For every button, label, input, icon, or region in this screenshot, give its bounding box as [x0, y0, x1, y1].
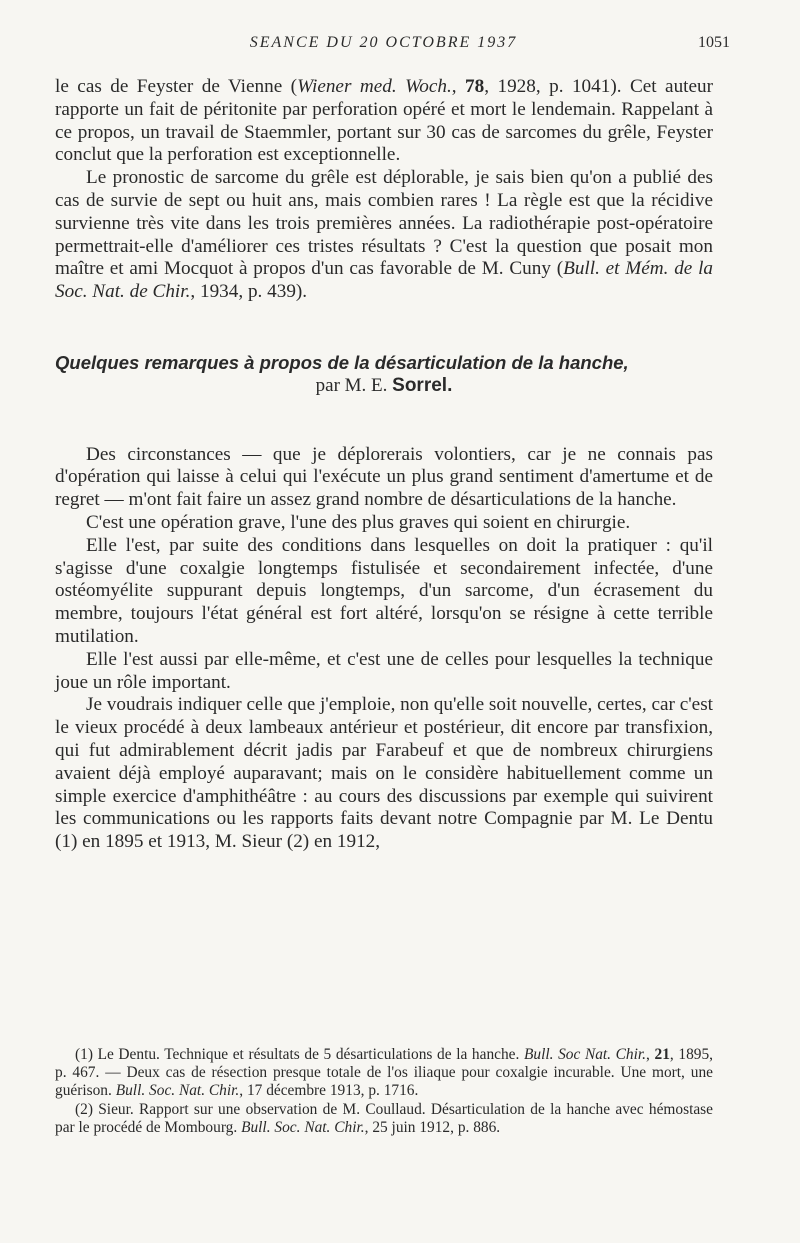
journal-title: Bull. et Mém. de la Soc. Nat. de Chir.	[55, 258, 714, 303]
article-paragraph: Des circonstances — que je déplorerais volontiers, car je ne connais pas d'opération qui laisse à celui qui l'exécute un plus grand sentiment d'amertume et de regret — m'ont fait faire un assez grand nombre de désarticulations de la hanche.	[55, 443, 713, 511]
running-header	[55, 34, 730, 58]
page-number: 1051	[698, 34, 730, 51]
footnote-1	[55, 1046, 713, 1101]
article-paragraph: Elle l'est aussi par elle-même, et c'est une de celles pour lesquelles la technique joue un rôle important.	[55, 648, 713, 693]
byline-prefix: par M. E.	[315, 374, 388, 396]
previous-article-paragraph	[55, 76, 713, 167]
footnote-2	[55, 1101, 713, 1137]
text-run: , 17 décembre 1913, p. 1716.	[239, 1082, 419, 1100]
article-paragraph: Je voudrais indiquer celle que j'emploie, non qu'elle soit nouvelle, certes, car c'est le vieux procédé à deux lambeaux antérieur et postérieur, dit encore par transfixion, qui fut admirablement décrit jadis par Farabeuf et que de nombreux chirurgiens avaient déjà employé auparavant; mais on le considère habituellement comme un simple exercice d'amphithéâtre : au cours des discussions par exemple qui suivirent les communications ou les rapports faits devant notre Compagnie par M. Le Dentu (1) en 1895 et 1913, M. Sieur (2) en 1912,	[55, 694, 713, 853]
journal-title: Bull. Soc Nat. Chir.	[523, 1046, 647, 1063]
running-title: SEANCE DU 20 OCTOBRE 1937	[249, 34, 518, 51]
article-paragraph: Elle l'est, par suite des conditions dans lesquelles on doit la pratiquer : qu'il s'agisse d'une coxalgie longtemps fistulisée et secondairement infectée, d'une ostéomyélite suppurant depuis longtemps, d'un sarcome, d'un écrasement du membre, toujours l'état général est fort altéré, lorsqu'on se résigne à cette terrible mutilation.	[55, 534, 713, 647]
text-run: ,	[451, 76, 466, 97]
volume-number: 78	[465, 76, 485, 97]
footnotes	[55, 1046, 713, 1137]
text-run: , 1928, p. 1041). Cet auteur rapporte un fait de péritonite par perforation opéré et mort le lendemain. Rappelant à ce propos, un travail de Staemmler, portant sur 30 cas de sarcomes du grêle, Feyster conclut que la perforation est exceptionnelle.	[55, 76, 713, 166]
text-run: (2) Sieur. Rapport sur une observation de M. Coullaud. Désarticulation de la hanche avec hémostase par le procédé de Mombourg.	[55, 1100, 713, 1136]
text-run: , 25 juin 1912, p. 886.	[364, 1118, 501, 1136]
journal-title: Bull. Soc. Nat. Chir.	[115, 1082, 240, 1100]
author-name: Sorrel.	[392, 374, 453, 396]
article-byline	[55, 375, 713, 398]
page-body	[55, 76, 713, 854]
article-title: Quelques remarques à propos de la désarticulation de la hanche,	[55, 351, 629, 373]
text-run: le cas de Feyster de Vienne (	[55, 76, 298, 97]
journal-title: Bull. Soc. Nat. Chir.	[241, 1118, 365, 1136]
volume-number: 21	[654, 1046, 670, 1063]
text-run: Le pronostic de sarcome du grêle est déplorable, je sais bien qu'on a publié des cas de survie de sept ou huit ans, mais combien rares ! La règle est que la récidive survienne très vite dans les trois premières années. La radiothérapie post-opératoire permettrait-elle d'améliorer ces tristes résultats ? C'est la question que posait mon maître et ami Mocquot à propos d'un cas favorable de M. Cuny (	[55, 167, 713, 280]
text-run: (1) Le Dentu. Technique et résultats de 5 désarticulations de la hanche.	[75, 1046, 524, 1063]
previous-article-paragraph	[55, 167, 713, 304]
text-run: ,	[646, 1046, 655, 1063]
article-paragraph: C'est une opération grave, l'une des plus graves qui soient en chirurgie.	[86, 511, 631, 533]
text-run: , 1934, p. 439).	[190, 281, 308, 303]
text-run: , 1895, p. 467. — Deux cas de résection presque totale de l'os iliaque pour coxalgie incurable. Une mort, une guérison.	[55, 1046, 714, 1100]
journal-title: Wiener med. Woch.	[297, 76, 452, 97]
